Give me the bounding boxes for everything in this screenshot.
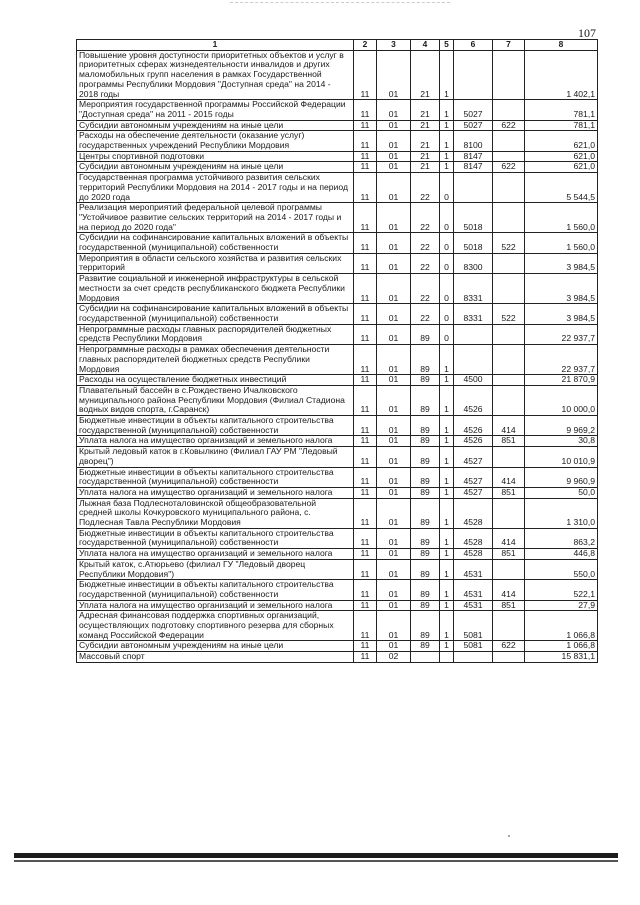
row-cell-c2: 11	[354, 528, 377, 548]
row-cell-c5	[440, 652, 454, 663]
row-cell-c2: 11	[354, 120, 377, 131]
table-row	[77, 120, 598, 131]
table-row	[77, 416, 598, 436]
row-cell-c3: 01	[377, 375, 411, 386]
row-cell-c4: 89	[411, 385, 440, 415]
row-cell-c6: 8100	[454, 131, 493, 151]
col-header: 3	[377, 40, 411, 51]
col-header: 7	[493, 40, 525, 51]
row-cell-c5: 1	[440, 436, 454, 447]
row-description: Субсидии автономным учреждениям на иные цели	[77, 162, 354, 173]
row-cell-c7	[493, 611, 525, 641]
row-cell-c6: 4526	[454, 436, 493, 447]
table-row	[77, 131, 598, 151]
scan-specks	[230, 2, 450, 4]
row-cell-c4: 89	[411, 345, 440, 375]
row-cell-c7: 851	[493, 600, 525, 611]
table-body	[77, 50, 598, 662]
row-cell-c3: 01	[377, 345, 411, 375]
row-cell-c3: 01	[377, 274, 411, 304]
row-cell-c4: 22	[411, 233, 440, 253]
row-cell-c7: 851	[493, 487, 525, 498]
row-description: Непрограммные расходы в рамках обеспечения деятельности главных распорядителей бюджетных средств Республики Мордовия	[77, 345, 354, 375]
row-cell-c8: 621,0	[525, 131, 598, 151]
table-row	[77, 641, 598, 652]
row-cell-c7: 414	[493, 580, 525, 600]
table-row	[77, 467, 598, 487]
row-cell-c2: 11	[354, 151, 377, 162]
row-cell-c8: 21 870,9	[525, 375, 598, 386]
table-row	[77, 652, 598, 663]
row-cell-c2: 11	[354, 162, 377, 173]
row-cell-c4: 89	[411, 580, 440, 600]
row-description: Крытый ледовый каток в г.Ковылкино (Филиал ГАУ РМ "Ледовый дворец")	[77, 447, 354, 467]
row-cell-c5: 0	[440, 253, 454, 273]
scan-edge-bar	[14, 853, 618, 858]
row-cell-c5: 1	[440, 611, 454, 641]
row-cell-c4: 89	[411, 436, 440, 447]
row-cell-c3: 01	[377, 162, 411, 173]
row-cell-c6: 8147	[454, 151, 493, 162]
col-header: 8	[525, 40, 598, 51]
row-cell-c6: 5018	[454, 203, 493, 233]
row-cell-c4: 22	[411, 274, 440, 304]
row-cell-c8: 446,8	[525, 549, 598, 560]
scan-edge-line	[14, 860, 618, 862]
row-cell-c3: 01	[377, 487, 411, 498]
row-cell-c8: 9 969,2	[525, 416, 598, 436]
row-cell-c5: 1	[440, 162, 454, 173]
row-cell-c3: 01	[377, 600, 411, 611]
col-header: 1	[77, 40, 354, 51]
row-cell-c7	[493, 385, 525, 415]
table-row	[77, 528, 598, 548]
row-cell-c2: 11	[354, 611, 377, 641]
row-description: Лыжная база Подлесноталовинской общеобразовательной средней школы Кочкуровского муниципального района, с. Подлесная Тавла Республики Мордовия	[77, 498, 354, 528]
row-cell-c8: 9 960,9	[525, 467, 598, 487]
row-cell-c6: 8147	[454, 162, 493, 173]
row-cell-c2: 11	[354, 600, 377, 611]
row-cell-c6: 4500	[454, 375, 493, 386]
row-cell-c8: 1 310,0	[525, 498, 598, 528]
row-cell-c4: 89	[411, 611, 440, 641]
row-cell-c8: 50,0	[525, 487, 598, 498]
row-description: Уплата налога на имущество организаций и земельного налога	[77, 600, 354, 611]
table-row	[77, 345, 598, 375]
table-row	[77, 304, 598, 324]
row-cell-c8: 522,1	[525, 580, 598, 600]
row-cell-c3: 01	[377, 641, 411, 652]
row-cell-c4: 21	[411, 151, 440, 162]
row-cell-c2: 11	[354, 487, 377, 498]
row-cell-c3: 01	[377, 120, 411, 131]
row-cell-c6: 4526	[454, 416, 493, 436]
row-cell-c8: 3 984,5	[525, 304, 598, 324]
row-cell-c2: 11	[354, 559, 377, 579]
row-description: Бюджетные инвестиции в объекты капитального строительства государственной (муниципальной) собственности	[77, 528, 354, 548]
row-cell-c8: 3 984,5	[525, 253, 598, 273]
row-cell-c4: 89	[411, 641, 440, 652]
row-cell-c3: 01	[377, 498, 411, 528]
row-cell-c2: 11	[354, 436, 377, 447]
row-description: Плавательный бассейн в с.Рождествено Ичалковского муниципального района Республики Мордовия (Филиал Стадиона водных видов спорта, г.Саранск)	[77, 385, 354, 415]
row-cell-c4: 89	[411, 600, 440, 611]
col-header: 4	[411, 40, 440, 51]
row-cell-c7	[493, 274, 525, 304]
row-cell-c6: 4531	[454, 559, 493, 579]
row-description: Субсидии на софинансирование капитальных вложений в объекты государственной (муниципальной) собственности	[77, 304, 354, 324]
row-description: Расходы на осуществление бюджетных инвестиций	[77, 375, 354, 386]
row-cell-c3: 01	[377, 324, 411, 344]
row-cell-c8: 10 010,9	[525, 447, 598, 467]
row-cell-c8: 3 984,5	[525, 274, 598, 304]
row-cell-c5: 1	[440, 385, 454, 415]
row-cell-c6: 4528	[454, 528, 493, 548]
row-cell-c4: 21	[411, 120, 440, 131]
row-cell-c6: 8331	[454, 304, 493, 324]
row-cell-c7	[493, 253, 525, 273]
table-row	[77, 549, 598, 560]
row-cell-c5: 0	[440, 324, 454, 344]
row-cell-c6	[454, 324, 493, 344]
row-cell-c3: 01	[377, 467, 411, 487]
row-cell-c6	[454, 50, 493, 100]
table-row	[77, 385, 598, 415]
table-row	[77, 162, 598, 173]
row-cell-c7: 414	[493, 416, 525, 436]
row-cell-c6: 5081	[454, 641, 493, 652]
row-cell-c7	[493, 203, 525, 233]
row-cell-c8: 1 066,8	[525, 611, 598, 641]
table-row	[77, 151, 598, 162]
row-cell-c7: 522	[493, 233, 525, 253]
row-cell-c5: 1	[440, 487, 454, 498]
row-cell-c3: 01	[377, 559, 411, 579]
row-cell-c8: 10 000,0	[525, 385, 598, 415]
row-cell-c3: 01	[377, 528, 411, 548]
row-cell-c4: 22	[411, 203, 440, 233]
table-row	[77, 498, 598, 528]
row-description: Уплата налога на имущество организаций и земельного налога	[77, 436, 354, 447]
row-cell-c4: 89	[411, 487, 440, 498]
row-description: Массовый спорт	[77, 652, 354, 663]
row-cell-c4: 89	[411, 559, 440, 579]
row-cell-c2: 11	[354, 580, 377, 600]
row-cell-c8: 1 560,0	[525, 233, 598, 253]
row-cell-c7	[493, 324, 525, 344]
row-cell-c5: 1	[440, 416, 454, 436]
row-cell-c7: 622	[493, 641, 525, 652]
row-cell-c8: 30,8	[525, 436, 598, 447]
table-row	[77, 559, 598, 579]
row-cell-c2: 11	[354, 447, 377, 467]
row-description: Бюджетные инвестиции в объекты капитального строительства государственной (муниципальной) собственности	[77, 580, 354, 600]
row-cell-c3: 01	[377, 173, 411, 203]
row-cell-c6	[454, 652, 493, 663]
row-cell-c5: 1	[440, 600, 454, 611]
row-cell-c5: 1	[440, 120, 454, 131]
table-row	[77, 50, 598, 100]
row-cell-c5: 1	[440, 559, 454, 579]
row-cell-c8: 27,9	[525, 600, 598, 611]
row-cell-c8: 863,2	[525, 528, 598, 548]
row-cell-c3: 01	[377, 131, 411, 151]
row-cell-c5: 0	[440, 304, 454, 324]
row-cell-c6: 4527	[454, 467, 493, 487]
row-cell-c6: 4527	[454, 447, 493, 467]
row-cell-c4: 22	[411, 304, 440, 324]
row-cell-c2: 11	[354, 345, 377, 375]
row-cell-c3: 01	[377, 304, 411, 324]
row-cell-c3: 01	[377, 253, 411, 273]
table-row	[77, 253, 598, 273]
row-cell-c4: 89	[411, 324, 440, 344]
row-description: Повышение уровня доступности приоритетных объектов и услуг в приоритетных сферах жизнедеятельности инвалидов и других маломобильных групп населения в рамках Государственной программы Республики Мордовия "Доступная среда" на 2014 - 2018 годы	[77, 50, 354, 100]
row-cell-c3: 01	[377, 580, 411, 600]
row-cell-c4	[411, 652, 440, 663]
row-cell-c7	[493, 652, 525, 663]
row-cell-c7	[493, 559, 525, 579]
row-cell-c7: 622	[493, 162, 525, 173]
row-cell-c5: 1	[440, 375, 454, 386]
row-cell-c7	[493, 447, 525, 467]
row-cell-c7: 851	[493, 549, 525, 560]
row-description: Мероприятия государственной программы Российской Федерации "Доступная среда" на 2011 - 2015 годы	[77, 100, 354, 120]
row-cell-c8: 781,1	[525, 120, 598, 131]
row-cell-c8: 550,0	[525, 559, 598, 579]
row-cell-c8: 15 831,1	[525, 652, 598, 663]
row-cell-c6: 8331	[454, 274, 493, 304]
budget-table	[76, 39, 598, 663]
row-cell-c5: 1	[440, 100, 454, 120]
row-description: Бюджетные инвестиции в объекты капитального строительства государственной (муниципальной) собственности	[77, 416, 354, 436]
row-cell-c4: 22	[411, 253, 440, 273]
row-cell-c4: 22	[411, 173, 440, 203]
row-cell-c7	[493, 131, 525, 151]
row-description: Крытый каток, с.Атюрьево (филиал ГУ "Ледовый дворец Республики Мордовия")	[77, 559, 354, 579]
row-cell-c5: 0	[440, 173, 454, 203]
row-cell-c3: 01	[377, 151, 411, 162]
row-description: Уплата налога на имущество организаций и земельного налога	[77, 549, 354, 560]
row-description: Реализация мероприятий федеральной целевой программы "Устойчивое развитие сельских территорий на 2014 - 2017 годы и на период до 2020 года"	[77, 203, 354, 233]
row-cell-c6: 5081	[454, 611, 493, 641]
row-cell-c4: 89	[411, 447, 440, 467]
row-cell-c2: 11	[354, 467, 377, 487]
row-cell-c5: 0	[440, 233, 454, 253]
row-description: Бюджетные инвестиции в объекты капитального строительства государственной (муниципальной) собственности	[77, 467, 354, 487]
row-cell-c2: 11	[354, 304, 377, 324]
row-cell-c2: 11	[354, 253, 377, 273]
row-description: Субсидии на софинансирование капитальных вложений в объекты государственной (муниципальной) собственности	[77, 233, 354, 253]
row-cell-c3: 01	[377, 50, 411, 100]
row-cell-c7	[493, 345, 525, 375]
row-cell-c6: 4526	[454, 385, 493, 415]
table-row	[77, 580, 598, 600]
row-cell-c7	[493, 173, 525, 203]
row-cell-c7: 414	[493, 528, 525, 548]
table-row	[77, 447, 598, 467]
row-description: Уплата налога на имущество организаций и земельного налога	[77, 487, 354, 498]
row-cell-c3: 01	[377, 385, 411, 415]
table-row	[77, 611, 598, 641]
row-cell-c6: 5018	[454, 233, 493, 253]
table-row	[77, 600, 598, 611]
row-cell-c4: 89	[411, 528, 440, 548]
row-cell-c2: 11	[354, 131, 377, 151]
row-description: Центры спортивной подготовки	[77, 151, 354, 162]
row-cell-c6	[454, 345, 493, 375]
row-cell-c3: 01	[377, 203, 411, 233]
col-header: 5	[440, 40, 454, 51]
table-row	[77, 173, 598, 203]
table-row	[77, 375, 598, 386]
row-cell-c3: 01	[377, 416, 411, 436]
row-cell-c6: 4531	[454, 580, 493, 600]
row-cell-c7: 522	[493, 304, 525, 324]
row-cell-c3: 01	[377, 436, 411, 447]
table-row	[77, 100, 598, 120]
row-cell-c7	[493, 498, 525, 528]
row-cell-c5: 1	[440, 50, 454, 100]
row-cell-c2: 11	[354, 641, 377, 652]
row-cell-c5: 1	[440, 345, 454, 375]
row-cell-c3: 01	[377, 549, 411, 560]
row-cell-c4: 21	[411, 100, 440, 120]
row-cell-c3: 01	[377, 611, 411, 641]
row-cell-c6: 4528	[454, 549, 493, 560]
row-cell-c6: 4528	[454, 498, 493, 528]
scan-dot	[508, 835, 510, 837]
row-description: Адресная финансовая поддержка спортивных организаций, осуществляющих подготовку спортивного резерва для сборных команд Российской Федерации	[77, 611, 354, 641]
table-row	[77, 233, 598, 253]
row-cell-c8: 781,1	[525, 100, 598, 120]
row-cell-c2: 11	[354, 549, 377, 560]
row-cell-c5: 1	[440, 549, 454, 560]
row-cell-c2: 11	[354, 173, 377, 203]
row-cell-c2: 11	[354, 50, 377, 100]
row-description: Субсидии автономным учреждениям на иные цели	[77, 120, 354, 131]
row-cell-c6	[454, 173, 493, 203]
row-cell-c5: 1	[440, 467, 454, 487]
row-cell-c2: 11	[354, 416, 377, 436]
row-cell-c4: 21	[411, 131, 440, 151]
row-cell-c4: 89	[411, 375, 440, 386]
row-cell-c5: 1	[440, 498, 454, 528]
row-cell-c7	[493, 151, 525, 162]
header-row	[77, 40, 598, 51]
row-cell-c6: 5027	[454, 120, 493, 131]
row-cell-c2: 11	[354, 375, 377, 386]
row-description: Мероприятия в области сельского хозяйства и развития сельских территорий	[77, 253, 354, 273]
row-cell-c7: 414	[493, 467, 525, 487]
row-cell-c8: 621,0	[525, 151, 598, 162]
row-cell-c2: 11	[354, 652, 377, 663]
row-cell-c2: 11	[354, 274, 377, 304]
row-cell-c8: 1 066,8	[525, 641, 598, 652]
col-header: 2	[354, 40, 377, 51]
row-cell-c2: 11	[354, 100, 377, 120]
row-cell-c2: 11	[354, 324, 377, 344]
row-cell-c8: 1 402,1	[525, 50, 598, 100]
row-cell-c7: 851	[493, 436, 525, 447]
row-cell-c2: 11	[354, 385, 377, 415]
row-cell-c4: 89	[411, 416, 440, 436]
row-cell-c7	[493, 375, 525, 386]
row-cell-c2: 11	[354, 233, 377, 253]
row-cell-c6: 8300	[454, 253, 493, 273]
row-cell-c2: 11	[354, 203, 377, 233]
row-cell-c8: 621,0	[525, 162, 598, 173]
row-cell-c5: 1	[440, 528, 454, 548]
row-cell-c5: 1	[440, 641, 454, 652]
table-row	[77, 487, 598, 498]
row-cell-c4: 21	[411, 162, 440, 173]
row-cell-c8: 1 560,0	[525, 203, 598, 233]
col-header: 6	[454, 40, 493, 51]
table-row	[77, 324, 598, 344]
row-cell-c5: 1	[440, 151, 454, 162]
row-cell-c3: 01	[377, 233, 411, 253]
row-cell-c6: 5027	[454, 100, 493, 120]
row-cell-c8: 22 937,7	[525, 345, 598, 375]
row-cell-c8: 22 937,7	[525, 324, 598, 344]
row-cell-c7	[493, 50, 525, 100]
row-cell-c3: 01	[377, 447, 411, 467]
row-description: Субсидии автономным учреждениям на иные цели	[77, 641, 354, 652]
row-cell-c5: 0	[440, 203, 454, 233]
row-cell-c5: 1	[440, 580, 454, 600]
table-row	[77, 203, 598, 233]
row-description: Государственная программа устойчивого развития сельских территорий Республики Мордовия на 2014 - 2017 годы и на период до 2020 года	[77, 173, 354, 203]
row-cell-c6: 4527	[454, 487, 493, 498]
row-cell-c7: 622	[493, 120, 525, 131]
row-cell-c6: 4531	[454, 600, 493, 611]
row-cell-c2: 11	[354, 498, 377, 528]
row-cell-c5: 0	[440, 274, 454, 304]
row-cell-c3: 02	[377, 652, 411, 663]
table-row	[77, 436, 598, 447]
row-cell-c3: 01	[377, 100, 411, 120]
row-cell-c4: 21	[411, 50, 440, 100]
row-cell-c8: 5 544,5	[525, 173, 598, 203]
row-description: Расходы на обеспечение деятельности (оказание услуг) государственных учреждений Республики Мордовия	[77, 131, 354, 151]
row-description: Развитие социальной и инженерной инфраструктуры в сельской местности за счет средств республиканского бюджета Республики Мордовия	[77, 274, 354, 304]
row-cell-c4: 89	[411, 549, 440, 560]
table-row	[77, 274, 598, 304]
row-cell-c4: 89	[411, 498, 440, 528]
page-number: 107	[578, 26, 596, 40]
row-cell-c4: 89	[411, 467, 440, 487]
row-description: Непрограммные расходы главных распорядителей бюджетных средств Республики Мордовия	[77, 324, 354, 344]
row-cell-c7	[493, 100, 525, 120]
row-cell-c5: 1	[440, 447, 454, 467]
row-cell-c5: 1	[440, 131, 454, 151]
